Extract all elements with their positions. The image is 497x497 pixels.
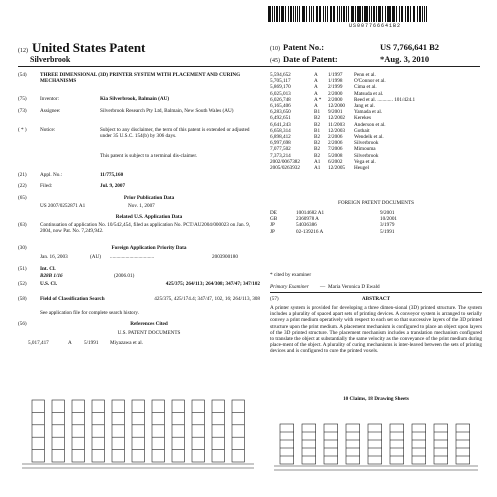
reference-name: Wendelk et al.: [354, 134, 384, 140]
printer-module: [434, 424, 448, 464]
foreign-doc-date: 5/1991: [380, 228, 395, 235]
reference-kind: B2: [314, 134, 321, 140]
reference-number: 5,594,652: [270, 72, 291, 78]
printer-module: [412, 424, 426, 464]
reference-name: Mimouma: [354, 146, 376, 153]
reference-name: Vega et al.: [354, 158, 376, 165]
printer-module: [280, 424, 294, 464]
reference-kind: A: [314, 84, 318, 91]
printer-module: [72, 400, 84, 462]
reference-date: 12/2000: [328, 103, 346, 109]
right-column: FOREIGN PATENT DOCUMENTS * cited by examiner Primary Examiner — Maria Veronica D Ewald (57) ABSTRACT 5,594,652 A 1/1997 Penn et al. 5,705,117 A 1/1998 O'Connor et al. 5,869,170 A 2/1999 Cima et al. 6,025,013 A 2/2000 Matsuda et al. 6,026,748 A * 2/2000 Reed et al. ............ 101/424.1 6,165,406 A 12/2000 Jang et al. 6,283,650 B1 9/2001 Yamada et al. 6,492,651 B2 12/2002 Kerekes 6,641,243 B2 11/2003 Anderson et al. 6,658,314 B1 12/2003 Gothait 6,898,412 B2 2/2006 Wendelk et al. 6,997,698 B2 2/2006 Silverbrook 7,077,502 B2 7/2006 Mimouma 7,373,214 B2 5/2008 Silverbrook 2002/0067382 A1 6/2002 Vega et al. 2005/0263932 A1 12/2005 Heugel DE 10014682 A1 9/2001 GB 2360978 A 10/2001 JP 54036386 3/1979 JP 02-139216 A 5/1991: [270, 72, 416, 302]
appl-no: 11/775,160: [100, 172, 124, 178]
reference-number: 2002/0067382: [270, 158, 300, 165]
reference-kind: A: [314, 78, 318, 85]
foreign-doc-number: 10014682 A1: [296, 210, 325, 216]
foreign-doc-date: 3/1979: [380, 222, 395, 229]
reference-date: 7/2006: [328, 146, 343, 153]
reference-kind: B2: [314, 140, 321, 147]
patent-number-line: (10) Patent No.: US 7,766,641 B2: [270, 42, 440, 52]
reference-name: Kerekes: [354, 115, 371, 122]
assignee-name: Silverbrook Research Pty Ltd, Balmain, New South Wales (AU): [100, 108, 234, 114]
country-code: (12): [18, 48, 28, 54]
patent-number: US 7,766,641 B2: [380, 42, 440, 52]
foreign-doc-number: 54036386: [296, 222, 317, 229]
reference-date: 2/2006: [328, 134, 343, 140]
foreign-doc-date: 10/2001: [380, 216, 398, 223]
foreign-doc-country: GB: [270, 216, 278, 223]
reference-date: 1/1997: [328, 72, 343, 78]
printer-module: [192, 400, 204, 462]
reference-kind: A1: [314, 158, 321, 165]
reference-date: 12/2003: [328, 127, 346, 134]
examiner-name: Maria Veronica D Ewald: [328, 284, 380, 290]
reference-number: 7,077,502: [270, 146, 291, 153]
disclaimer-text: This patent is subject to a terminal dis-claimer.: [100, 153, 198, 159]
printer-module: [456, 424, 470, 464]
foreign-doc-country: DE: [270, 210, 277, 216]
reference-date: 12/2005: [328, 165, 346, 171]
reference-name: Gothait: [354, 127, 370, 134]
foreign-doc-date: 9/2001: [380, 210, 395, 216]
printer-module: [302, 424, 316, 464]
reference-date: 1/1998: [328, 78, 343, 85]
foreign-doc-number: 02-139216 A: [296, 228, 324, 235]
reference-kind: A: [314, 72, 318, 78]
reference-kind: A: [314, 103, 318, 109]
reference-date: 9/2001: [328, 109, 343, 116]
prior-pub-date: Nov. 1, 2007: [128, 203, 155, 209]
reference-number: 5,869,170: [270, 84, 291, 91]
printer-module: [32, 400, 44, 462]
reference-kind: A *: [314, 96, 322, 103]
printer-module: [92, 400, 104, 462]
reference-number: 6,997,698: [270, 140, 291, 147]
reference-name: Penn et al.: [354, 72, 376, 78]
reference-number: 6,658,314: [270, 127, 291, 134]
filed-date: Jul. 9, 2007: [100, 183, 126, 189]
reference-date: 2/2000: [328, 90, 343, 97]
printer-module: [172, 400, 184, 462]
reference-kind: B1: [314, 127, 321, 134]
printer-module: [324, 424, 338, 464]
reference-date: 6/2002: [328, 158, 343, 165]
reference-name: O'Connor et al.: [354, 78, 386, 85]
title-field: (54) THREE DIMENSIONAL (3D) PRINTER SYSTEM WITH PLACEMENT AND CURING MECHANISMS: [18, 72, 258, 92]
patent-title-text: United States Patent: [32, 40, 146, 55]
notice-text: Subject to any disclaimer, the term of this patent is extended or adjusted under 35 U.S.C. 154(b) by 306 days.: [100, 127, 250, 140]
reference-number: 7,373,214: [270, 152, 291, 159]
claims-line: 10 Claims, 18 Drawing Sheets: [343, 396, 409, 402]
reference-date: 2/2006: [328, 140, 343, 147]
abstract-rule: [270, 292, 482, 293]
reference-date: 12/2002: [328, 115, 346, 122]
reference-name: Heugel: [354, 165, 369, 171]
front-page-drawing-left: [18, 352, 258, 480]
reference-name: Silverbrook: [354, 152, 379, 159]
barcode-number: US007766641B2: [348, 23, 401, 29]
reference-kind: B2: [314, 152, 321, 159]
reference-name: Silverbrook: [354, 140, 379, 147]
reference-date: 5/2008: [328, 152, 343, 159]
reference-name: Reed et al. ............ 101/424.1: [354, 96, 416, 103]
printer-module: [132, 400, 144, 462]
reference-number: 5,705,117: [270, 78, 291, 85]
prior-pub-number: US 2007/0252871 A1: [40, 203, 86, 209]
reference-name: Yamada et al.: [354, 109, 383, 116]
reference-number: 6,026,748: [270, 96, 291, 103]
foreign-doc-country: JP: [270, 222, 275, 229]
reference-date: 2/2000: [328, 96, 343, 103]
reference-number: 2005/0263932: [270, 165, 300, 171]
date-of-patent-line: (45) Date of Patent: *Aug. 3, 2010: [270, 54, 430, 64]
reference-name: Jang et al.: [354, 103, 375, 109]
printer-module: [212, 400, 224, 462]
front-page-drawing-right: [270, 408, 482, 480]
foreign-doc-number: 2360978 A: [296, 216, 319, 223]
left-column: (54) THREE DIMENSIONAL (3D) PRINTER SYSTEM WITH PLACEMENT AND CURING MECHANISMS (75) Inventor: Kia Silverbrook, Balmain (AU) (73) Assignee: Silverbrook Research Pty Ltd, Balmain, New South Wales (AU) ( * ) Notice: Subject to any disclaimer, the term of this patent is extended or adjusted under 35 U.S.C. 154(b) by 306 days. This patent is subject to a terminal dis-claimer. (21) Appl. No.: 11/775,160 (22) Filed: Jul. 9, 2007 (65) Prior Publication Data US 2007/0252871 A1 Nov. 1, 2007 Related U.S. Application Data (63) Continuation of application No. 10/542,454, filed as application No. PCT/AU2004/000023 on Jan. 9, 2004, now Pat. No. 7,249,942. (30) Foreign Application Priority Data Jan. 16, 2003 (AU) .................................. 2003900180 (51) Int. Cl. B28B 1/16 (2006.01) (52) U.S. Cl. 425/375; 264/113; 264/308; 347/47; 347/102 (58) Field of Classification Search 425/375, 425/174.4; 347/47, 102, 16; 264/113, 308 See application file for complete search history. (56) References Cited U.S. PATENT DOCUMENTS 5,017,417 A 5/1991 Miyazawa et al.: [0, 0, 497, 497]
printer-module: [368, 424, 382, 464]
date-of-patent: *Aug. 3, 2010: [380, 54, 430, 64]
printer-module: [346, 424, 360, 464]
inventor-surname: Silverbrook: [30, 55, 71, 64]
reference-number: 6,492,651: [270, 115, 291, 122]
reference-number: 6,641,243: [270, 121, 291, 128]
reference-kind: B1: [314, 109, 321, 116]
abstract-text: A printer system is provided for developing a three dimen-sional (3D) printed structure. The system includes a plurality of spaced apart sets of printing devices. A conveyor system is arranged to serially convey a print medium operatively with respect to each set so that successive layers of the 3D printed structure upon the print medium. A placement mechanism is configured to place an object upon layers of the 3D printed structure. The placement mechanism includes a translation mechanism configured to translate the object at substantially the same velocity as the conveyance of the print medium during place-ment of the object. A plurality of curing mechanisms is inter-leaved between the sets of printing devices and is configured to cure the printed voxels.: [270, 305, 482, 355]
reference-number: 6,165,406: [270, 103, 291, 109]
reference-number: 6,898,412: [270, 134, 291, 140]
related-text: Continuation of application No. 10/542,454, filed as application No. PCT/AU2004/000023 on Jan. 9, 2004, now Pat. No. 7,249,942.: [40, 222, 251, 235]
printer-module: [112, 400, 124, 462]
reference-kind: A1: [314, 165, 321, 171]
inventor-name: Kia Silverbrook, Balmain (AU): [100, 96, 170, 102]
reference-kind: B2: [314, 115, 321, 122]
invention-title: THREE DIMENSIONAL (3D) PRINTER SYSTEM WITH PLACEMENT AND CURING MECHANISMS: [40, 72, 241, 85]
reference-number: 6,283,650: [270, 109, 291, 116]
reference-date: 2/1999: [328, 84, 343, 91]
printer-module: [52, 400, 64, 462]
foreign-doc-country: JP: [270, 228, 275, 235]
printer-module: [232, 400, 244, 462]
reference-kind: B2: [314, 146, 321, 153]
reference-kind: B2: [314, 121, 321, 128]
reference-kind: A: [314, 90, 318, 97]
printer-module: [152, 400, 164, 462]
reference-name: Anderson et al.: [354, 121, 386, 128]
reference-number: 6,025,013: [270, 90, 291, 97]
reference-name: Cima et al.: [354, 84, 377, 91]
printer-module: [390, 424, 404, 464]
reference-date: 11/2003: [328, 121, 345, 128]
reference-name: Matsuda et al.: [354, 90, 384, 97]
